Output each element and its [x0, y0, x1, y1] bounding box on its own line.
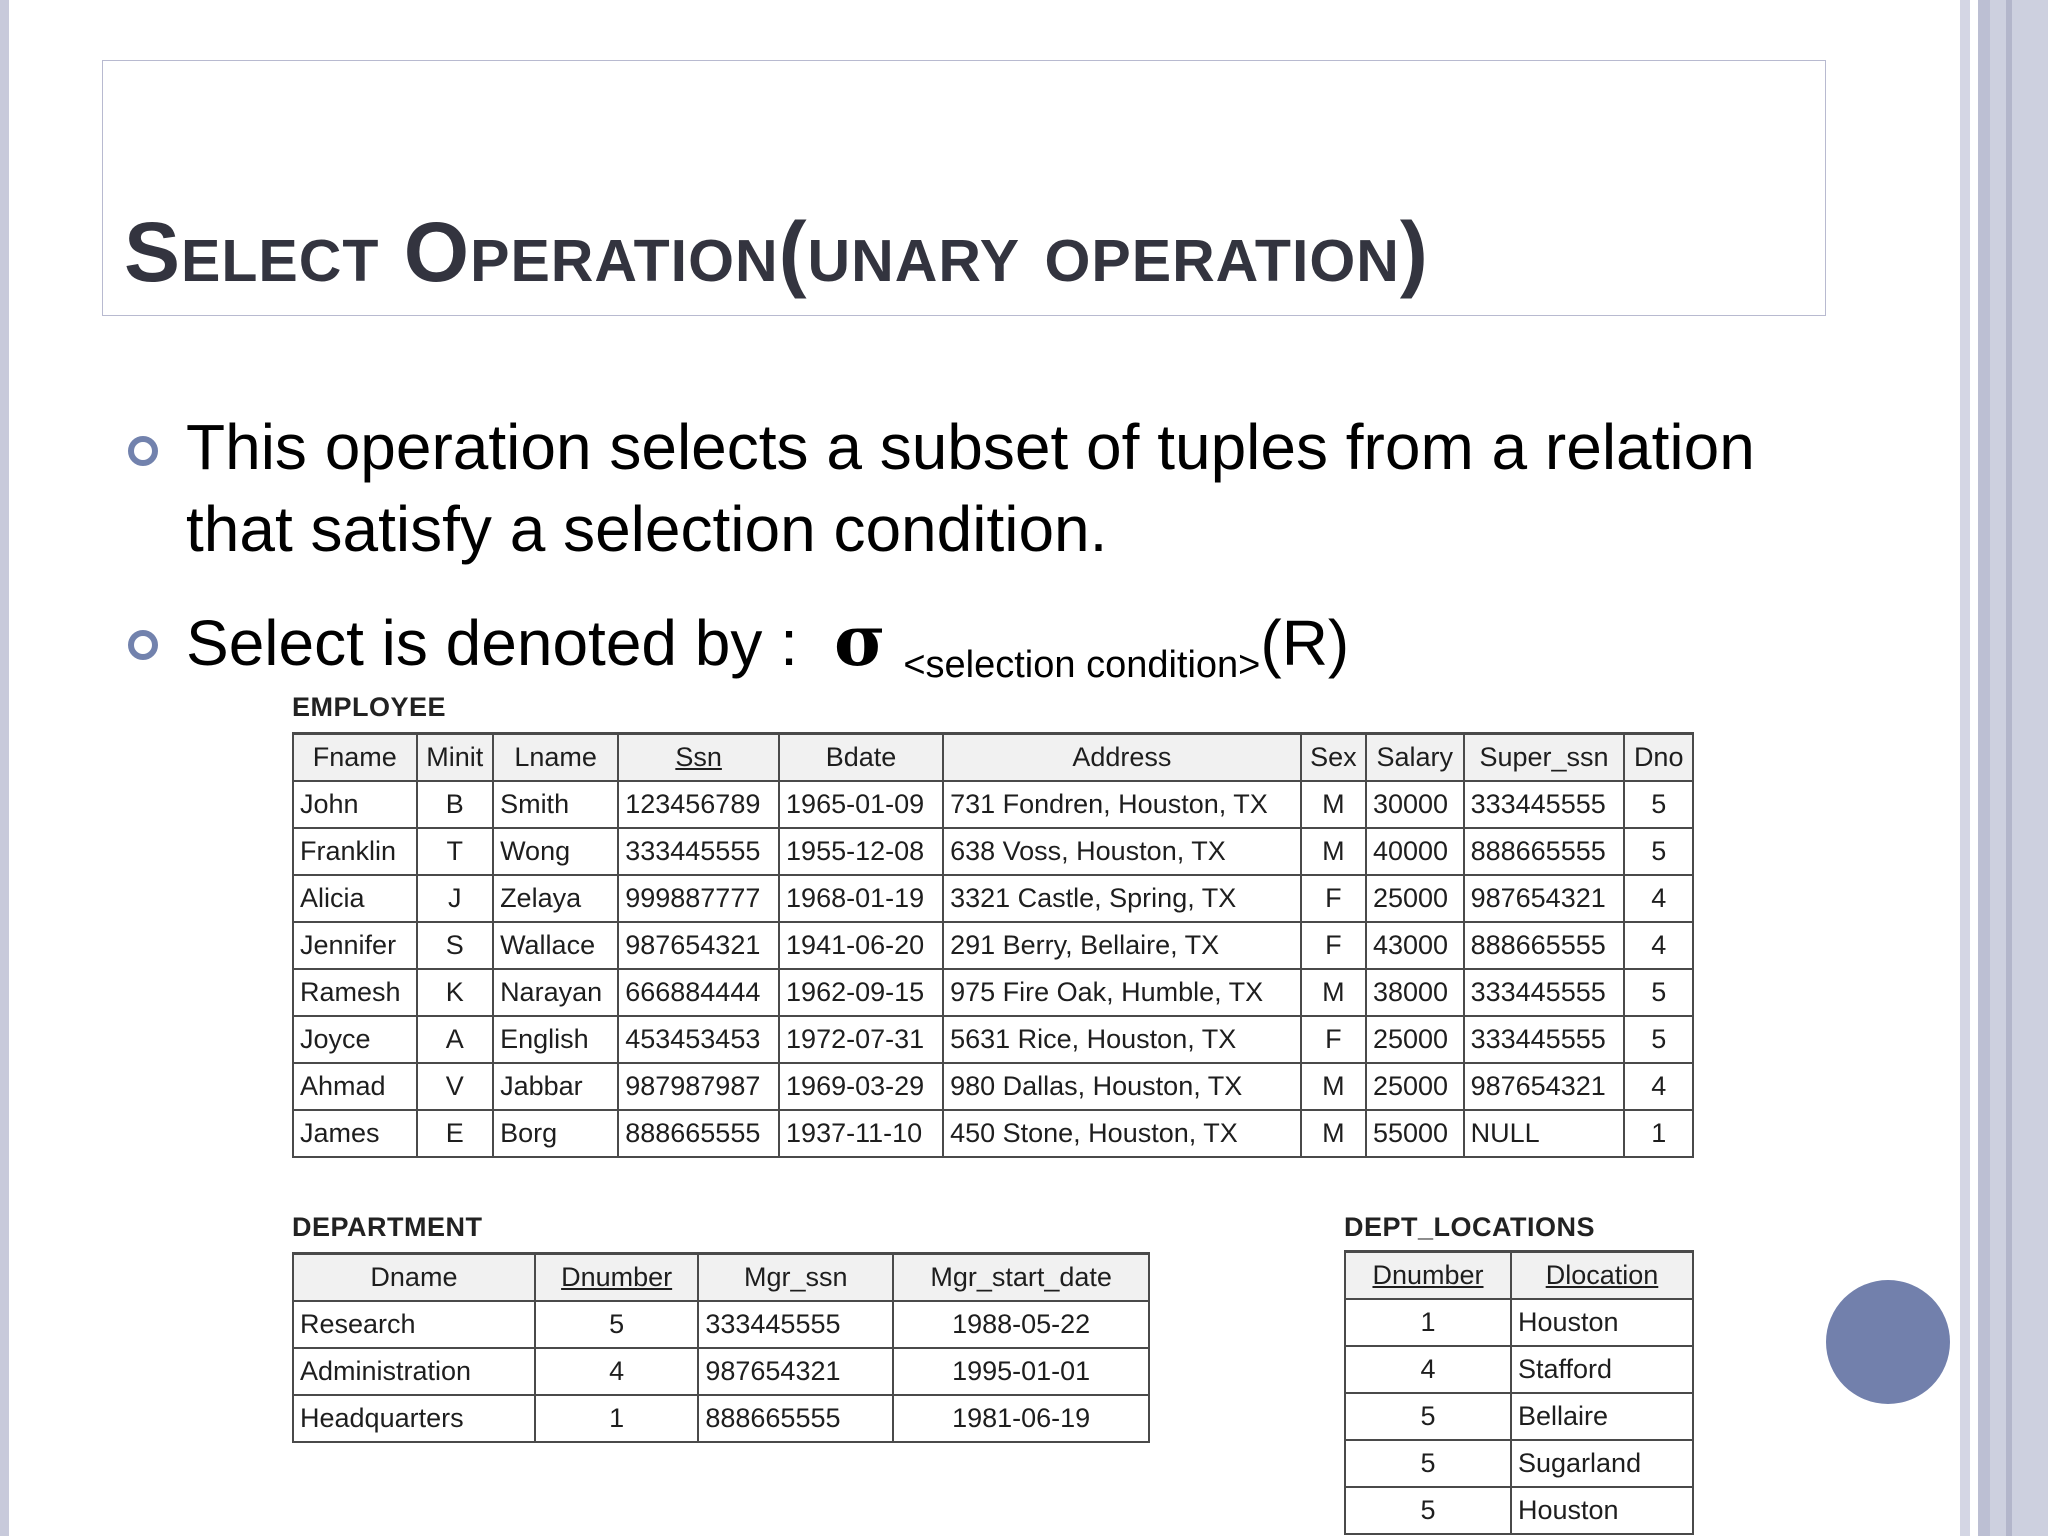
table-cell: 450 Stone, Houston, TX — [943, 1110, 1301, 1157]
table-cell: 1981-06-19 — [893, 1395, 1149, 1442]
department-table — [292, 1252, 1150, 1443]
table-cell: 1972-07-31 — [779, 1016, 943, 1063]
bullet-text-group — [186, 600, 1836, 706]
table-cell: 1962-09-15 — [779, 969, 943, 1016]
table-cell: 1955-12-08 — [779, 828, 943, 875]
column-header: Sex — [1301, 734, 1366, 781]
column-header-label: Dnumber — [561, 1261, 673, 1292]
sigma-symbol: σ — [833, 599, 886, 682]
table-cell: M — [1301, 969, 1366, 1016]
table-cell: 43000 — [1366, 922, 1464, 969]
table-cell: 333445555 — [698, 1301, 893, 1348]
table-row — [293, 828, 1693, 875]
table-cell: 888665555 — [1464, 922, 1625, 969]
table-row — [293, 1348, 1149, 1395]
table-cell: 638 Voss, Houston, TX — [943, 828, 1301, 875]
table-cell: 1 — [1345, 1299, 1511, 1346]
department-caption: DEPARTMENT — [292, 1212, 483, 1242]
column-header-label: Ssn — [675, 741, 722, 772]
column-header: Dno — [1624, 734, 1693, 781]
employee-table-body — [293, 781, 1693, 1157]
table-cell: 5 — [535, 1301, 698, 1348]
table-cell: V — [417, 1063, 494, 1110]
table-cell: Headquarters — [293, 1395, 535, 1442]
table-row — [293, 922, 1693, 969]
table-cell: Wong — [493, 828, 618, 875]
column-header: Lname — [493, 734, 618, 781]
table-cell: Stafford — [1511, 1346, 1693, 1393]
table-cell: 1 — [1624, 1110, 1693, 1157]
column-header-label: Dlocation — [1545, 1259, 1659, 1290]
column-header: Bdate — [779, 734, 943, 781]
selection-condition-subscript: <selection condition> — [903, 644, 1261, 686]
table-row — [1345, 1393, 1693, 1440]
table-row — [293, 781, 1693, 828]
table-cell: 4 — [1624, 875, 1693, 922]
table-row — [293, 969, 1693, 1016]
table-cell: M — [1301, 1110, 1366, 1157]
table-row — [293, 1016, 1693, 1063]
table-cell: A — [417, 1016, 494, 1063]
table-cell: 291 Berry, Bellaire, TX — [943, 922, 1301, 969]
column-header-key — [1345, 1252, 1511, 1299]
dept-locations-table-body — [1345, 1299, 1693, 1534]
table-row — [1345, 1487, 1693, 1534]
table-cell: 30000 — [1366, 781, 1464, 828]
column-header: Dname — [293, 1254, 535, 1301]
slide-right-edge-stripe — [1960, 0, 1970, 1536]
table-cell: 333445555 — [1464, 969, 1625, 1016]
table-cell: 5 — [1624, 828, 1693, 875]
table-cell: 333445555 — [1464, 1016, 1625, 1063]
table-cell: T — [417, 828, 494, 875]
table-cell: 999887777 — [618, 875, 779, 922]
table-cell: 1941-06-20 — [779, 922, 943, 969]
table-cell: 4 — [1345, 1346, 1511, 1393]
table-cell: 987987987 — [618, 1063, 779, 1110]
table-cell: 888665555 — [618, 1110, 779, 1157]
employee-caption: EMPLOYEE — [292, 692, 447, 722]
table-cell: 731 Fondren, Houston, TX — [943, 781, 1301, 828]
table-cell: 5 — [1345, 1440, 1511, 1487]
dept-locations-table — [1344, 1250, 1694, 1535]
table-row — [1345, 1346, 1693, 1393]
column-header-key — [535, 1254, 698, 1301]
table-cell: 5 — [1624, 781, 1693, 828]
table-cell: 5631 Rice, Houston, TX — [943, 1016, 1301, 1063]
table-cell: 3321 Castle, Spring, TX — [943, 875, 1301, 922]
table-cell: Houston — [1511, 1299, 1693, 1346]
slide-left-edge — [0, 0, 9, 1536]
table-cell: E — [417, 1110, 494, 1157]
table-cell: 25000 — [1366, 1063, 1464, 1110]
table-cell: 987654321 — [1464, 875, 1625, 922]
employee-table — [292, 732, 1694, 1158]
table-cell: 1 — [535, 1395, 698, 1442]
table-cell: Jabbar — [493, 1063, 618, 1110]
table-cell: 453453453 — [618, 1016, 779, 1063]
table-cell: 333445555 — [1464, 781, 1625, 828]
department-table-body — [293, 1301, 1149, 1442]
column-header-label: Dnumber — [1372, 1259, 1484, 1290]
table-cell: 1988-05-22 — [893, 1301, 1149, 1348]
table-header-row — [1345, 1252, 1693, 1299]
table-cell: James — [293, 1110, 417, 1157]
table-cell: F — [1301, 922, 1366, 969]
relation-argument: (R) — [1260, 607, 1350, 679]
table-cell: 40000 — [1366, 828, 1464, 875]
table-header-row — [293, 734, 1693, 781]
table-cell: 987654321 — [1464, 1063, 1625, 1110]
column-header: Address — [943, 734, 1301, 781]
table-cell: K — [417, 969, 494, 1016]
table-cell: Joyce — [293, 1016, 417, 1063]
table-row — [1345, 1299, 1693, 1346]
table-cell: 987654321 — [618, 922, 779, 969]
table-cell: F — [1301, 875, 1366, 922]
table-cell: 5 — [1345, 1487, 1511, 1534]
table-cell: 1995-01-01 — [893, 1348, 1149, 1395]
table-cell: Ahmad — [293, 1063, 417, 1110]
table-cell: Jennifer — [293, 922, 417, 969]
table-cell: 55000 — [1366, 1110, 1464, 1157]
table-cell: F — [1301, 1016, 1366, 1063]
table-cell: 1937-11-10 — [779, 1110, 943, 1157]
column-header-key — [1511, 1252, 1693, 1299]
table-cell: 5 — [1624, 969, 1693, 1016]
table-cell: M — [1301, 828, 1366, 875]
bullet-circle-icon — [128, 630, 158, 660]
dept-locations-caption: DEPT_LOCATIONS — [1344, 1212, 1596, 1242]
table-cell: 333445555 — [618, 828, 779, 875]
table-row — [293, 1063, 1693, 1110]
table-header-row — [293, 1254, 1149, 1301]
column-header: Salary — [1366, 734, 1464, 781]
table-cell: NULL — [1464, 1110, 1625, 1157]
table-row — [293, 1110, 1693, 1157]
table-cell: 1969-03-29 — [779, 1063, 943, 1110]
table-cell: Ramesh — [293, 969, 417, 1016]
column-header: Minit — [417, 734, 494, 781]
table-cell: 888665555 — [698, 1395, 893, 1442]
table-cell: 4 — [1624, 1063, 1693, 1110]
column-header-key — [618, 734, 779, 781]
table-row — [293, 1301, 1149, 1348]
table-cell: Wallace — [493, 922, 618, 969]
table-cell: 5 — [1624, 1016, 1693, 1063]
table-cell: 123456789 — [618, 781, 779, 828]
table-cell: Alicia — [293, 875, 417, 922]
table-cell: M — [1301, 781, 1366, 828]
slide-right-edge-stripe — [1978, 0, 1990, 1536]
table-row — [293, 1395, 1149, 1442]
table-cell: Zelaya — [493, 875, 618, 922]
column-header: Mgr_start_date — [893, 1254, 1149, 1301]
table-cell: Sugarland — [1511, 1440, 1693, 1487]
table-cell: Borg — [493, 1110, 618, 1157]
table-cell: 975 Fire Oak, Humble, TX — [943, 969, 1301, 1016]
table-cell: Bellaire — [1511, 1393, 1693, 1440]
nav-circle-button[interactable] — [1826, 1280, 1950, 1404]
table-cell: 1965-01-09 — [779, 781, 943, 828]
bullet-text: Select is denoted by : — [186, 607, 798, 679]
column-header: Mgr_ssn — [698, 1254, 893, 1301]
table-cell: M — [1301, 1063, 1366, 1110]
table-cell: Narayan — [493, 969, 618, 1016]
table-cell: 4 — [1624, 922, 1693, 969]
slide-right-edge-stripe — [2006, 0, 2012, 1536]
column-header: Super_ssn — [1464, 734, 1625, 781]
table-cell: Administration — [293, 1348, 535, 1395]
table-cell: Houston — [1511, 1487, 1693, 1534]
table-cell: Franklin — [293, 828, 417, 875]
table-cell: J — [417, 875, 494, 922]
slide-right-edge-band — [1990, 0, 2048, 1536]
table-cell: Research — [293, 1301, 535, 1348]
table-cell: English — [493, 1016, 618, 1063]
table-cell: 4 — [535, 1348, 698, 1395]
bullet-text: This operation selects a subset of tuples from a relation that satisfy a selection condition. — [186, 411, 1755, 565]
column-header: Fname — [293, 734, 417, 781]
table-cell: 987654321 — [698, 1348, 893, 1395]
table-cell: B — [417, 781, 494, 828]
table-cell: S — [417, 922, 494, 969]
table-row — [293, 875, 1693, 922]
table-cell: 1968-01-19 — [779, 875, 943, 922]
table-cell: 666884444 — [618, 969, 779, 1016]
table-cell: 888665555 — [1464, 828, 1625, 875]
bullet-circle-icon — [128, 436, 158, 466]
table-cell: 25000 — [1366, 875, 1464, 922]
table-cell: 38000 — [1366, 969, 1464, 1016]
table-row — [1345, 1440, 1693, 1487]
slide-title: Select Operation(unary operation) — [124, 205, 1429, 299]
table-cell: Smith — [493, 781, 618, 828]
table-cell: John — [293, 781, 417, 828]
table-cell: 980 Dallas, Houston, TX — [943, 1063, 1301, 1110]
table-cell: 5 — [1345, 1393, 1511, 1440]
table-cell: 25000 — [1366, 1016, 1464, 1063]
